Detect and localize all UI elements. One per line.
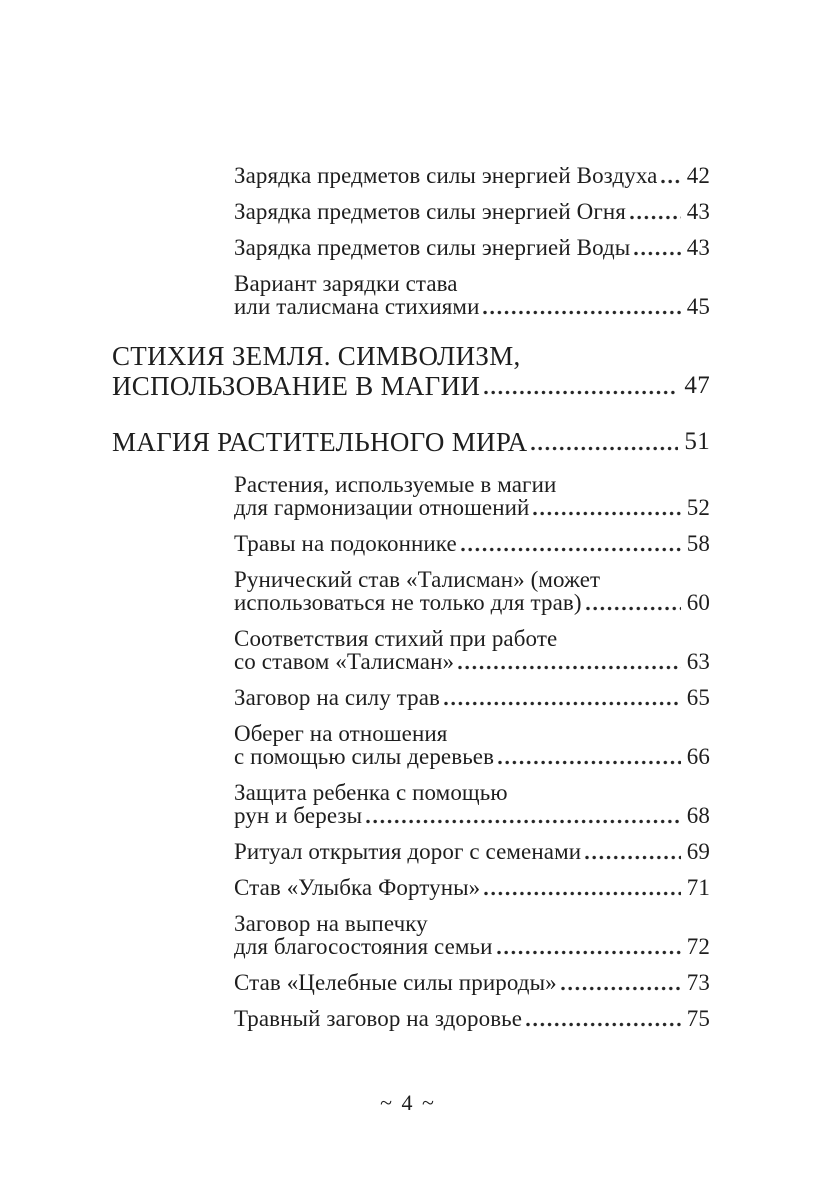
toc-entry-leader-line (234, 532, 710, 555)
toc-entry-leader-line (234, 164, 710, 187)
toc-page-number: 68 (686, 803, 710, 828)
toc-entry-title: использоваться не только для трав) (234, 590, 582, 615)
toc-entry-leader-line (234, 745, 710, 768)
page-footer (0, 1090, 816, 1116)
toc-entry-title: СТИХИЯ ЗЕМЛЯ. СИМВОЛИЗМ, (112, 341, 521, 371)
toc-chapter-entry (112, 341, 710, 401)
toc-entry-leader-line (234, 935, 710, 958)
toc-entry-title: Ритуал открытия дорог с семенами (234, 839, 582, 864)
toc-entry-text-line (234, 473, 710, 496)
toc-entry-leader-line (234, 686, 710, 709)
dot-leader (480, 371, 684, 401)
toc-sub-entry (112, 840, 710, 863)
toc-entry-leader-line (234, 295, 710, 318)
toc-entry-title: со ставом «Талисман» (234, 649, 455, 674)
toc-sub-entry (112, 272, 710, 318)
toc-entry-title: Став «Целебные силы природы» (234, 970, 557, 995)
toc-sub-entry (112, 568, 710, 614)
toc-entry-leader-line (234, 840, 710, 863)
dot-leader (657, 164, 686, 187)
toc-page-number: 52 (686, 495, 710, 520)
toc-entry-text-line (234, 568, 710, 591)
toc-sub-entry (112, 473, 710, 519)
toc-entry-leader-line (112, 427, 710, 457)
toc-entry-title: Травный заговор на здоровье (234, 1006, 523, 1031)
toc-entry-text-line (234, 912, 710, 935)
toc-entry-title: Оберег на отношения (234, 721, 448, 746)
dot-leader (626, 200, 687, 223)
toc-sub-entry (112, 876, 710, 899)
toc-sub-entry (112, 236, 710, 259)
dot-leader (440, 686, 687, 709)
table-of-contents (112, 164, 710, 1043)
dot-leader (493, 935, 687, 958)
toc-entry-leader-line (234, 1007, 710, 1030)
dot-leader (557, 971, 687, 994)
toc-entry-title: Растения, используемые в магии (234, 472, 557, 497)
toc-entry-title: для благосостояния семьи (234, 934, 493, 959)
toc-sub-entry (112, 912, 710, 958)
toc-entry-text-line (234, 722, 710, 745)
toc-entry-title: Вариант зарядки става (234, 271, 458, 296)
toc-page-number: 73 (686, 970, 710, 995)
toc-page-number: 75 (686, 1006, 710, 1031)
toc-entry-title: Защита ребенка с помощью (234, 780, 508, 805)
toc-entry-title: Зарядка предметов силы энергией Огня (234, 199, 626, 224)
toc-page-number: 72 (686, 934, 710, 959)
dot-leader (529, 496, 686, 519)
toc-entry-title: Заговор на силу трав (234, 685, 440, 710)
toc-page-number: 60 (686, 590, 710, 615)
toc-sub-entry (112, 781, 710, 827)
dot-leader (480, 876, 687, 899)
toc-page-number: 43 (686, 199, 710, 224)
toc-entry-title: Соответствия стихий при работе (234, 626, 558, 651)
toc-entry-text-line (112, 341, 710, 371)
dot-leader (454, 650, 687, 673)
dot-leader (479, 295, 686, 318)
dot-leader (581, 840, 687, 863)
toc-entry-leader-line (234, 496, 710, 519)
toc-entry-leader-line (234, 876, 710, 899)
toc-entry-leader-line (234, 804, 710, 827)
dot-leader (494, 745, 687, 768)
toc-page-number: 45 (686, 294, 710, 319)
page-number-marker: ~ 4 ~ (380, 1090, 436, 1115)
toc-entry-text-line (234, 781, 710, 804)
toc-entry-leader-line (234, 971, 710, 994)
toc-page-number: 58 (686, 531, 710, 556)
toc-page-number: 66 (686, 744, 710, 769)
dot-leader (457, 532, 687, 555)
toc-page-number: 43 (686, 235, 710, 260)
toc-entry-title: Рунический став «Талисман» (может (234, 567, 601, 592)
toc-entry-title: Зарядка предметов силы энергией Воздуха (234, 163, 658, 188)
toc-entry-title: с помощью силы деревьев (234, 744, 495, 769)
toc-entry-title: МАГИЯ РАСТИТЕЛЬНОГО МИРА (112, 427, 528, 457)
toc-entry-text-line (234, 272, 710, 295)
toc-page-number: 42 (686, 163, 710, 188)
dot-leader (582, 591, 687, 614)
toc-chapter-entry (112, 427, 710, 457)
toc-page-number: 63 (686, 649, 710, 674)
toc-page-number: 69 (686, 839, 710, 864)
toc-sub-entry (112, 164, 710, 187)
toc-entry-leader-line (234, 236, 710, 259)
toc-entry-title: Заговор на выпечку (234, 911, 428, 936)
toc-entry-title: Зарядка предметов силы энергией Воды (234, 235, 631, 260)
toc-entry-title: рун и березы (234, 803, 363, 828)
toc-page-number: 47 (684, 372, 710, 399)
toc-page-number: 65 (686, 685, 710, 710)
dot-leader (527, 427, 684, 457)
toc-entry-text-line (234, 627, 710, 650)
dot-leader (522, 1007, 687, 1030)
toc-sub-entry (112, 200, 710, 223)
toc-entry-leader-line (234, 200, 710, 223)
toc-entry-leader-line (234, 591, 710, 614)
toc-entry-title: для гармонизации отношений (234, 495, 530, 520)
toc-entry-title: или талисмана стихиями (234, 294, 480, 319)
dot-leader (362, 804, 687, 827)
toc-entry-title: ИСПОЛЬЗОВАНИЕ В МАГИИ (112, 371, 481, 401)
toc-sub-entry (112, 627, 710, 673)
toc-sub-entry (112, 971, 710, 994)
toc-entry-title: Став «Улыбка Фортуны» (234, 875, 481, 900)
toc-entry-title: Травы на подоконнике (234, 531, 457, 556)
dot-leader (630, 236, 686, 259)
toc-page-number: 71 (686, 875, 710, 900)
toc-sub-entry (112, 1007, 710, 1030)
toc-sub-entry (112, 722, 710, 768)
toc-sub-entry (112, 532, 710, 555)
toc-page-number: 51 (684, 428, 710, 455)
toc-entry-leader-line (112, 371, 710, 401)
toc-entry-leader-line (234, 650, 710, 673)
toc-sub-entry (112, 686, 710, 709)
